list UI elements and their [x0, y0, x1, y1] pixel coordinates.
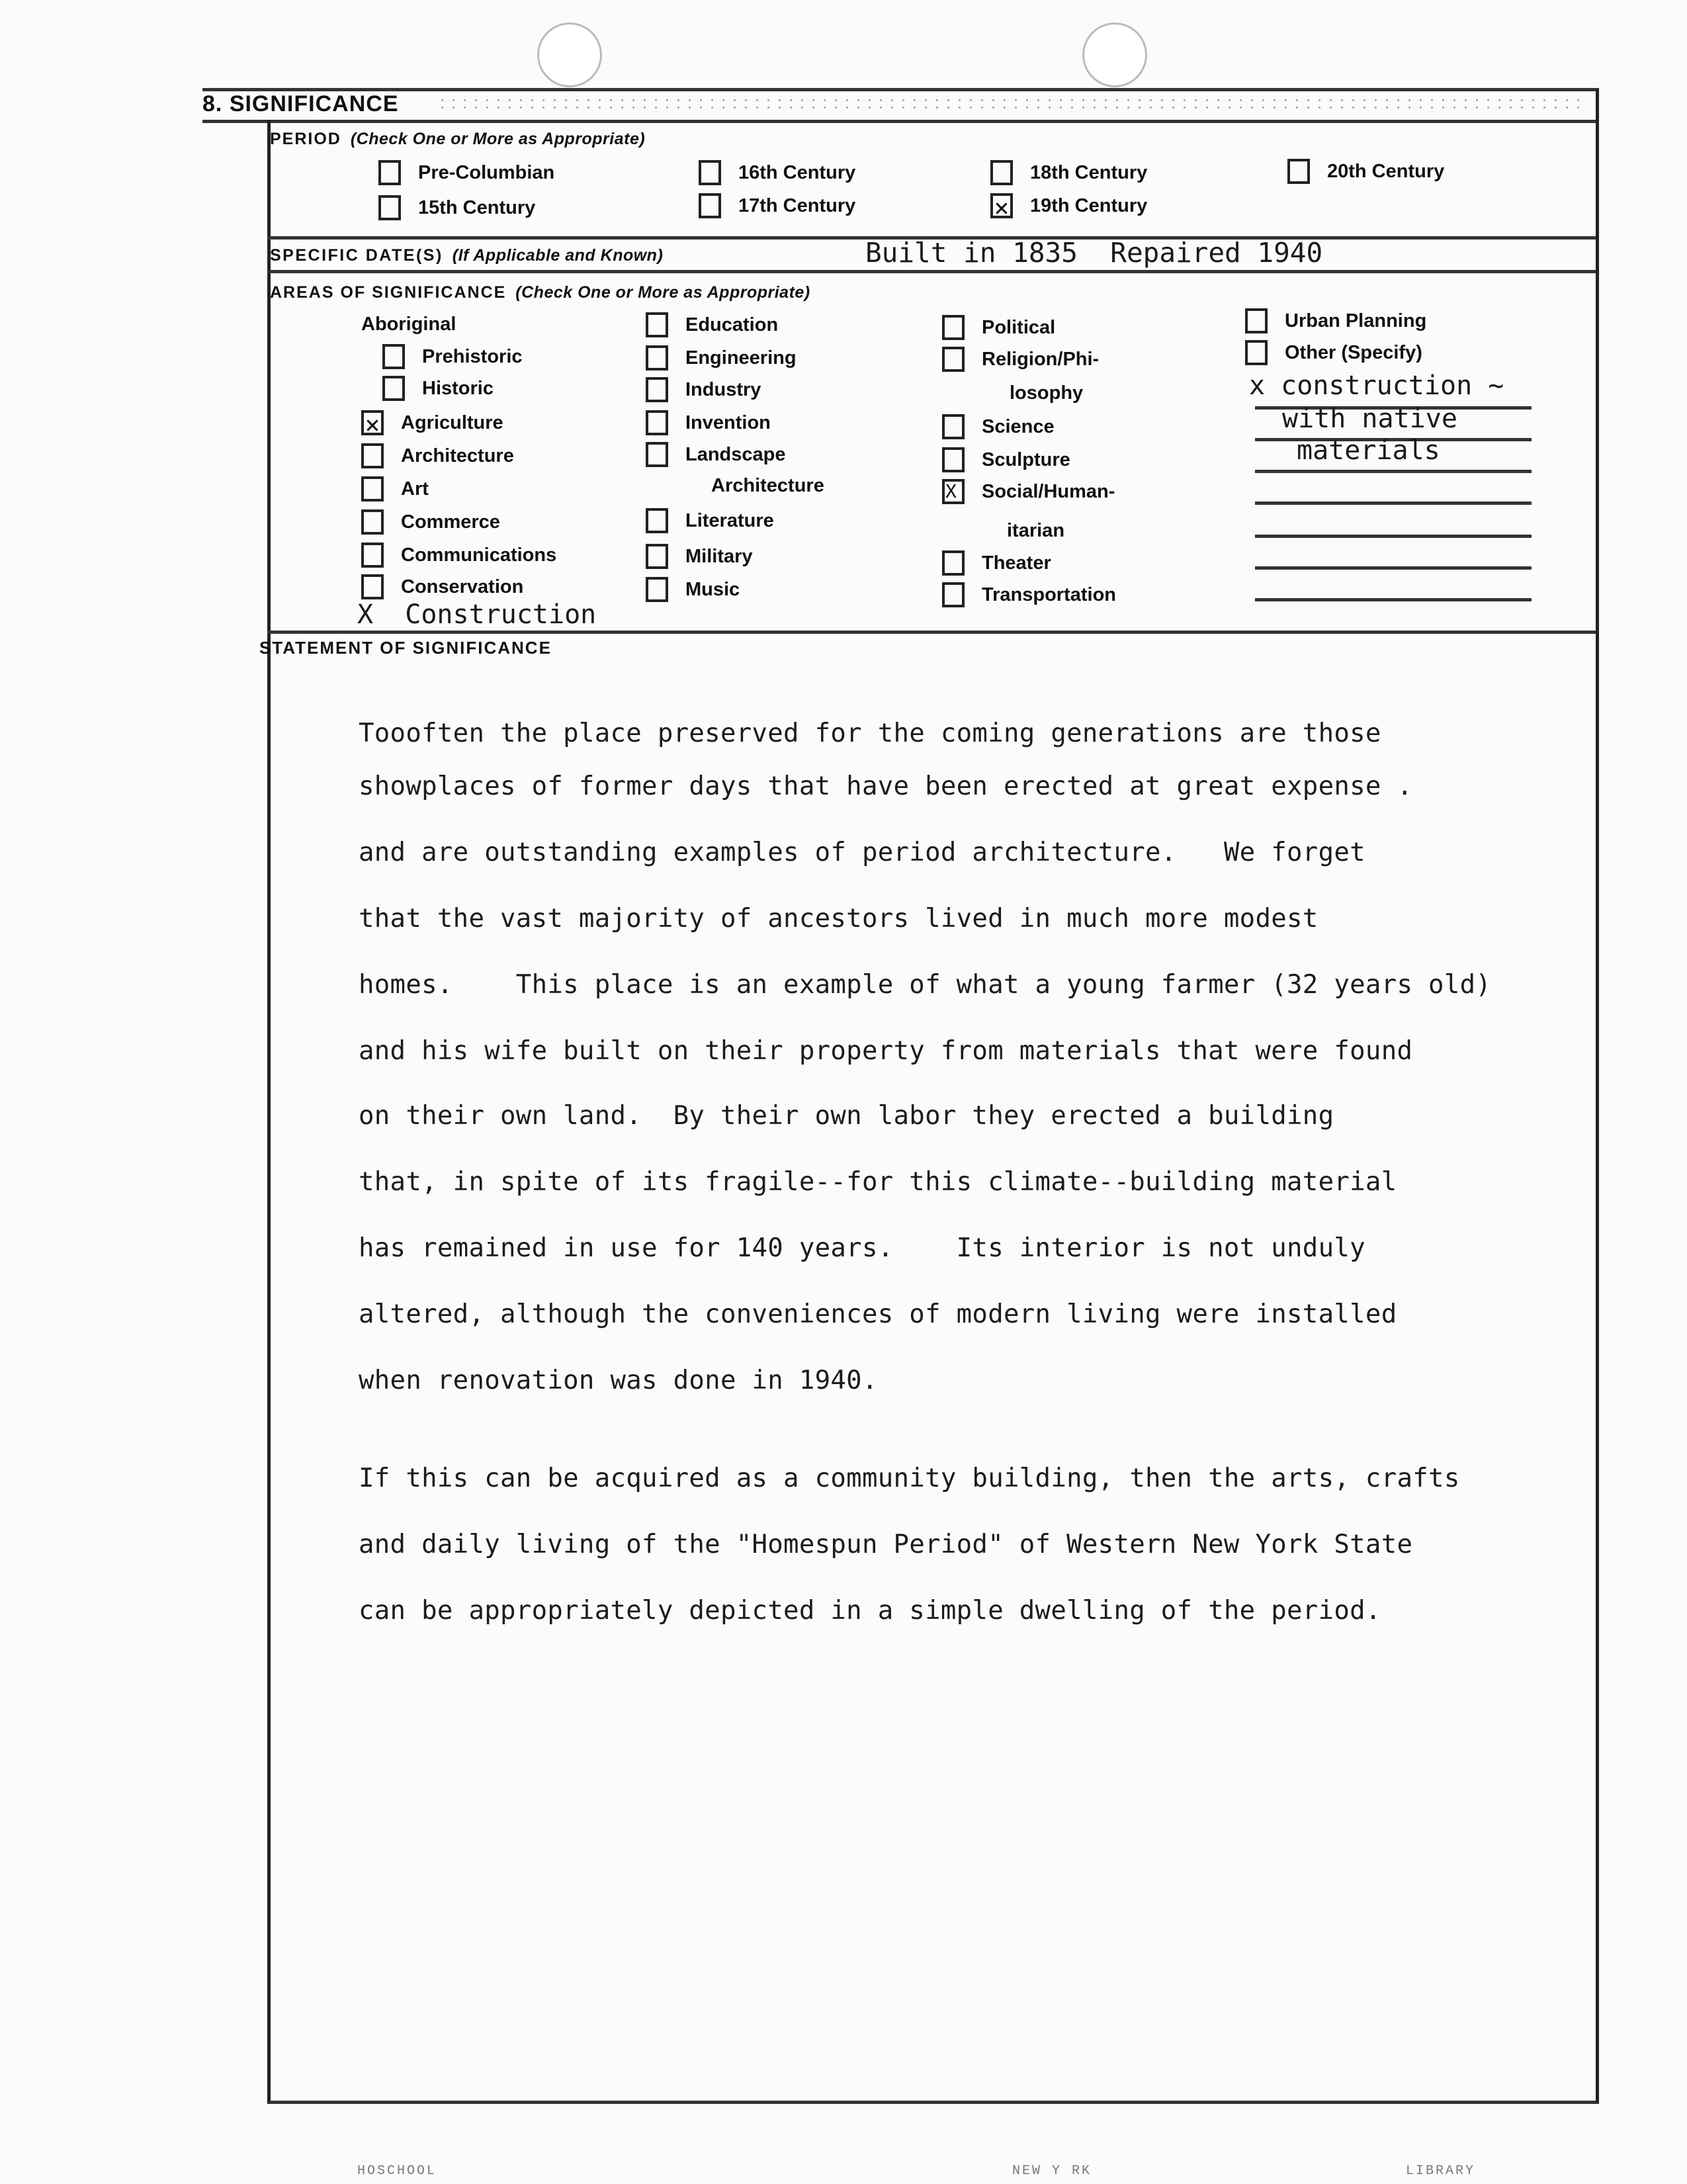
- section-heading: [202, 91, 399, 117]
- period-15th-century[interactable]: [378, 195, 535, 220]
- option-label: Art: [401, 478, 429, 500]
- area-communications[interactable]: [361, 543, 556, 568]
- divider-dates: [267, 270, 1596, 273]
- checkbox-icon[interactable]: [699, 160, 721, 185]
- statement-line: on their own land. By their own labor they erected a building: [359, 1101, 1334, 1131]
- area-agriculture[interactable]: [361, 410, 503, 435]
- checkbox-icon[interactable]: [361, 543, 384, 568]
- checkbox-icon[interactable]: [361, 476, 384, 502]
- period-18th-century[interactable]: [990, 160, 1147, 185]
- checked-checkbox-icon[interactable]: [942, 479, 965, 504]
- option-label: Sculpture: [982, 449, 1070, 470]
- checkbox-icon[interactable]: [382, 344, 405, 369]
- option-label: Transportation: [982, 584, 1117, 605]
- option-label: Military: [685, 545, 753, 567]
- option-label: Other (Specify): [1285, 341, 1422, 363]
- option-label: 20th Century: [1327, 160, 1445, 182]
- option-label: Communications: [401, 544, 557, 566]
- area-industry[interactable]: [646, 377, 761, 402]
- option-label: Architecture: [401, 445, 514, 466]
- statement-line: altered, although the conveniences of modern living were installed: [359, 1299, 1397, 1329]
- specify-rule: [1255, 535, 1532, 538]
- area-landscape-architecture[interactable]: [646, 442, 786, 467]
- area-military[interactable]: [646, 544, 753, 569]
- section-number: 8.: [202, 91, 223, 116]
- statement-line: homes. This place is an example of what a young farmer (32 years old): [359, 970, 1492, 1000]
- statement-line: and are outstanding examples of period architecture. We forget: [359, 838, 1365, 867]
- area-theater[interactable]: [942, 550, 1051, 576]
- checkbox-icon[interactable]: [378, 160, 401, 185]
- area-conservation[interactable]: [361, 574, 523, 599]
- religion-philosophy-continuation: losophy: [1010, 382, 1084, 404]
- specific-dates-caption: [270, 246, 663, 265]
- checkbox-icon[interactable]: [382, 376, 405, 401]
- option-label: Agriculture: [401, 412, 503, 433]
- option-label: Pre-Columbian: [418, 161, 555, 183]
- checkbox-icon[interactable]: [646, 544, 668, 569]
- period-20th-century[interactable]: [1287, 159, 1444, 184]
- footer-right: LIBRARY: [1406, 2163, 1476, 2179]
- specific-dates-caption-text: SPECIFIC DATE(S): [270, 246, 443, 265]
- checkbox-icon[interactable]: [378, 195, 401, 220]
- checkbox-icon[interactable]: [361, 509, 384, 535]
- option-label: Theater: [982, 552, 1051, 574]
- checkbox-icon[interactable]: [990, 160, 1013, 185]
- area-education[interactable]: [646, 312, 778, 337]
- option-label: Literature: [685, 509, 774, 531]
- period-instruction: (Check One or More as Appropriate): [350, 130, 646, 148]
- option-label: Music: [685, 578, 740, 600]
- area-science[interactable]: [942, 414, 1055, 439]
- punch-hole-right: [1082, 22, 1147, 87]
- footer-left: HOSCHOOL: [357, 2163, 437, 2179]
- option-label: Prehistoric: [422, 345, 523, 367]
- option-label: Social/Human-: [982, 480, 1115, 502]
- area-commerce[interactable]: [361, 509, 500, 535]
- option-label: Invention: [685, 412, 771, 433]
- specific-dates-value[interactable]: Built in 1835 Repaired 1940: [865, 237, 1323, 269]
- area-architecture[interactable]: [361, 443, 514, 468]
- statement-line: that the vast majority of ancestors lived in much more modest: [359, 904, 1319, 934]
- period-16th-century[interactable]: [699, 160, 855, 185]
- option-label: Urban Planning: [1285, 310, 1427, 331]
- checkbox-icon[interactable]: [1245, 340, 1268, 365]
- specify-rule: [1255, 598, 1532, 601]
- checkbox-icon[interactable]: [361, 443, 384, 468]
- landscape-architecture-continuation: Architecture: [711, 475, 824, 496]
- areas-caption-text: AREAS OF SIGNIFICANCE: [270, 283, 507, 302]
- statement-line: that, in spite of its fragile--for this climate--building material: [359, 1167, 1397, 1197]
- statement-line: and his wife built on their property from materials that were found: [359, 1036, 1413, 1066]
- option-label: Education: [685, 314, 779, 335]
- area-prehistoric[interactable]: [382, 344, 523, 369]
- option-label: Landscape: [685, 443, 786, 465]
- checkbox-icon[interactable]: [942, 414, 965, 439]
- checkbox-icon[interactable]: [942, 447, 965, 472]
- option-label: Commerce: [401, 511, 500, 533]
- checkbox-icon[interactable]: [1287, 159, 1310, 184]
- area-invention[interactable]: [646, 410, 771, 435]
- checkbox-icon[interactable]: [942, 315, 965, 340]
- area-art[interactable]: [361, 476, 429, 502]
- typed-construction-entry: X Construction: [357, 599, 597, 630]
- area-social-humanitarian[interactable]: [942, 479, 1115, 504]
- specify-rule: [1255, 470, 1532, 473]
- statement-line: If this can be acquired as a community building, then the arts, crafts: [359, 1463, 1460, 1493]
- header-halftone-noise: [437, 97, 1588, 114]
- option-label: 17th Century: [738, 195, 856, 216]
- statement-caption: STATEMENT OF SIGNIFICANCE: [259, 638, 552, 658]
- area-transportation[interactable]: [942, 582, 1116, 607]
- statement-line: can be appropriately depicted in a simple dwelling of the period.: [359, 1596, 1381, 1626]
- checkbox-icon[interactable]: [646, 442, 668, 467]
- option-label: Industry: [685, 378, 761, 400]
- aboriginal-label: Aboriginal: [361, 314, 456, 335]
- option-label: Engineering: [685, 347, 797, 369]
- section-title: SIGNIFICANCE: [229, 91, 399, 116]
- punch-hole-left: [537, 22, 602, 87]
- checked-checkbox-icon[interactable]: [361, 410, 384, 435]
- divider-areas: [267, 631, 1596, 634]
- option-label: Conservation: [401, 576, 524, 597]
- checkbox-icon[interactable]: [646, 345, 668, 371]
- area-political[interactable]: [942, 315, 1055, 340]
- areas-instruction: (Check One or More as Appropriate): [515, 283, 810, 302]
- option-label: Political: [982, 316, 1056, 338]
- statement-line: when renovation was done in 1940.: [359, 1366, 878, 1395]
- footer-center: NEW Y RK: [1012, 2163, 1092, 2179]
- specific-dates-instruction: (If Applicable and Known): [452, 246, 664, 265]
- areas-caption: [270, 283, 810, 302]
- option-label: Science: [982, 415, 1055, 437]
- period-19th-century[interactable]: [990, 193, 1147, 218]
- statement-line: showplaces of former days that have been erected at great expense .: [359, 771, 1413, 801]
- statement-line: Toooften the place preserved for the coming generations are those: [359, 719, 1381, 748]
- checkbox-icon[interactable]: [646, 410, 668, 435]
- social-humanitarian-continuation: itarian: [1007, 520, 1065, 541]
- checkbox-icon[interactable]: [942, 347, 965, 372]
- statement-line: has remained in use for 140 years. Its interior is not unduly: [359, 1233, 1365, 1263]
- checkbox-icon[interactable]: [646, 577, 668, 602]
- option-label: 15th Century: [418, 197, 536, 218]
- option-label: Religion/Phi-: [982, 348, 1100, 370]
- checkbox-icon[interactable]: [646, 377, 668, 402]
- option-label: Historic: [422, 377, 494, 399]
- specify-rule: [1255, 502, 1532, 505]
- checkbox-icon[interactable]: [1245, 308, 1268, 333]
- checkbox-icon[interactable]: [646, 312, 668, 337]
- option-label: 16th Century: [738, 161, 856, 183]
- statement-line: and daily living of the "Homespun Period" of Western New York State: [359, 1530, 1413, 1559]
- checkbox-icon[interactable]: [699, 193, 721, 218]
- checkbox-icon[interactable]: [361, 574, 384, 599]
- option-label: 19th Century: [1030, 195, 1148, 216]
- area-other-specify[interactable]: [1245, 340, 1422, 365]
- period-caption-text: PERIOD: [270, 130, 341, 148]
- checked-checkbox-icon[interactable]: [990, 193, 1013, 218]
- area-religion-philosophy[interactable]: [942, 347, 1099, 372]
- period-caption: [270, 130, 645, 149]
- area-historic[interactable]: [382, 376, 494, 401]
- other-specify-line-1[interactable]: x construction ~: [1249, 371, 1504, 401]
- area-literature[interactable]: [646, 508, 774, 533]
- checkbox-icon[interactable]: [646, 508, 668, 533]
- checkbox-icon[interactable]: [942, 550, 965, 576]
- option-label: 18th Century: [1030, 161, 1148, 183]
- area-urban-planning[interactable]: [1245, 308, 1426, 333]
- area-sculpture[interactable]: [942, 447, 1070, 472]
- specify-rule: [1255, 566, 1532, 570]
- area-engineering[interactable]: [646, 345, 797, 371]
- other-specify-line-2[interactable]: with native: [1282, 404, 1457, 434]
- period-pre-columbian[interactable]: [378, 160, 554, 185]
- checkbox-icon[interactable]: [942, 582, 965, 607]
- period-17th-century[interactable]: [699, 193, 855, 218]
- area-music[interactable]: [646, 577, 740, 602]
- other-specify-line-3[interactable]: materials: [1297, 435, 1440, 466]
